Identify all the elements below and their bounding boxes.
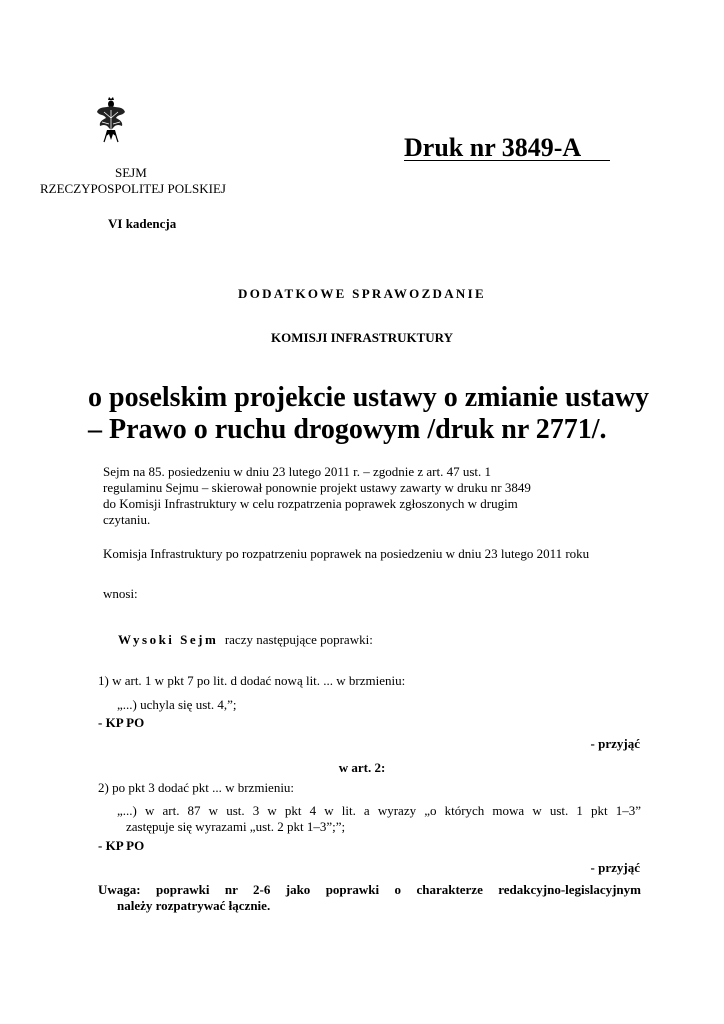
amendment-1-sponsor: - KP PO — [98, 715, 145, 730]
amendment-2-sponsor: - KP PO — [98, 838, 145, 853]
amendment-1-quote: „...) uchyla się ust. 4,”; — [117, 697, 237, 712]
section-heading-art2: w art. 2: — [338, 760, 386, 775]
document-number-underline — [404, 160, 610, 161]
note-line-2: należy rozpatrywać łącznie. — [117, 898, 271, 913]
wnosi-label: wnosi: — [103, 586, 138, 601]
amendment-2-quote-line1: „...) w art. 87 w ust. 3 w pkt 4 w lit. a wyrazy „o których mowa w ust. 1 pkt 1–3” — [117, 803, 641, 818]
eagle-emblem-icon — [96, 96, 126, 144]
motion-line — [118, 632, 373, 648]
wysoki-sejm-label: Wysoki Sejm — [118, 632, 219, 647]
amendment-1: 1) w art. 1 w pkt 7 po lit. d dodać nową lit. ... w brzmieniu: — [98, 673, 406, 688]
subject-line-1: o poselskim projekcie ustawy o zmianie ustawy — [88, 382, 650, 413]
subject-line-2: – Prawo o ruchu drogowym /druk nr 2771/. — [88, 414, 607, 445]
document-number: Druk nr 3849-A — [404, 133, 582, 162]
term-label: VI kadencja — [108, 216, 177, 231]
chamber-name-line2: RZECZYPOSPOLITEJ POLSKIEJ — [40, 181, 226, 196]
amendment-2: 2) po pkt 3 dodać pkt ... w brzmieniu: — [98, 780, 295, 795]
intro-paragraph: Sejm na 85. posiedzeniu w dniu 23 lutego 2011 r. – zgodnie z art. 47 ust. 1 regulaminu Sejmu – skierował ponownie projekt ustawy zawarty w druku nr 3849 do Komisji Infrastruktury w celu rozpatrzenia poprawek zgłoszonych w drugim czytaniu. — [103, 464, 531, 527]
committee-name: KOMISJI INFRASTRUKTURY — [271, 330, 453, 345]
committee-paragraph: Komisja Infrastruktury po rozpatrzeniu poprawek na posiedzeniu w dniu 23 lutego 2011 roku — [103, 546, 590, 561]
chamber-name-line1: SEJM — [115, 165, 147, 180]
amendment-2-decision: - przyjąć — [590, 860, 640, 875]
amendment-1-decision: - przyjąć — [590, 736, 640, 751]
motion-text: raczy następujące poprawki: — [224, 632, 373, 647]
note-line-1: Uwaga: poprawki nr 2-6 jako poprawki o charakterze redakcyjno-legislacyjnym — [98, 882, 641, 897]
report-title: DODATKOWE SPRAWOZDANIE — [238, 286, 486, 301]
amendment-2-quote-line2: zastępuje się wyrazami „ust. 2 pkt 1–3”;”; — [126, 819, 346, 834]
